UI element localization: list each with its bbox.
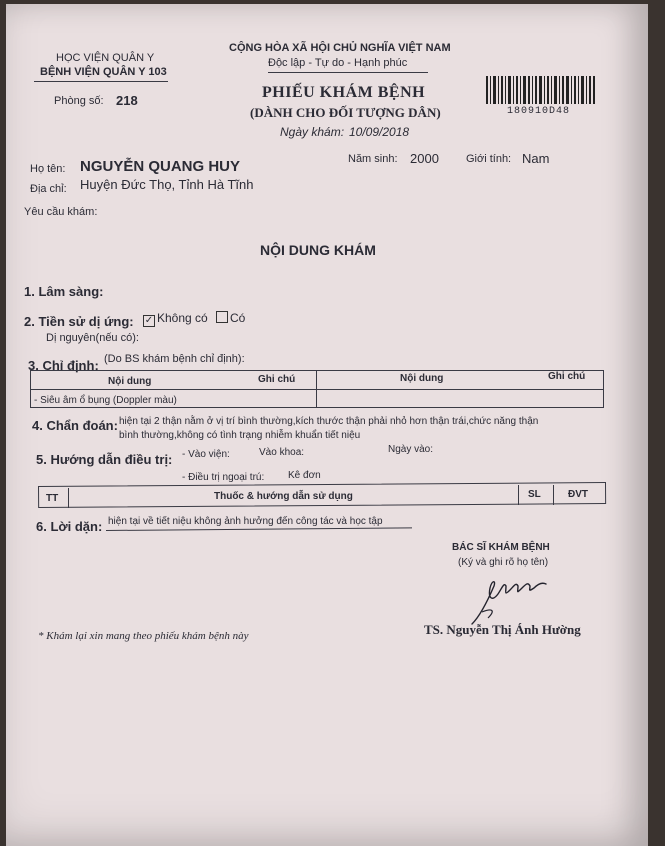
birth-year-label: Năm sinh: bbox=[348, 153, 398, 165]
outpatient-label: - Điều trị ngoại trú: bbox=[182, 472, 265, 483]
dept-label: Vào khoa: bbox=[259, 447, 305, 458]
form-subtitle: (DÀNH CHO ĐỐI TƯỢNG DÂN) bbox=[250, 105, 441, 120]
allergen-label: Dị nguyên(nếu có): bbox=[46, 332, 139, 344]
diagnosis-line2: bình thường,không có tình trạng nhiễm khuẩn tiết niệu bbox=[119, 430, 361, 441]
form-title: PHIẾU KHÁM BỆNH bbox=[262, 84, 426, 101]
name-label: Họ tên: bbox=[30, 163, 66, 175]
section-title: NỘI DUNG KHÁM bbox=[260, 242, 376, 258]
allergy-none-checkbox: ✓ bbox=[144, 315, 154, 326]
allergy-none-label: Không có bbox=[157, 311, 208, 325]
admit-date-label: Ngày vào: bbox=[388, 444, 434, 455]
outpatient-value: Kê đơn bbox=[288, 470, 321, 481]
allergy-none-option bbox=[143, 311, 208, 327]
rx-col-qty: SL bbox=[528, 489, 541, 500]
request-label: Yêu cầu khám: bbox=[24, 206, 98, 218]
allergy-yes-option bbox=[216, 311, 245, 325]
orders-col-content-1: Nội dung bbox=[108, 376, 152, 387]
country-name: CỘNG HÒA XÃ HỘI CHỦ NGHĨA VIỆT NAM bbox=[229, 42, 451, 54]
rx-divider-1 bbox=[68, 488, 69, 508]
birth-year: 2000 bbox=[410, 151, 439, 166]
doctor-note: (Ký và ghi rõ họ tên) bbox=[458, 557, 549, 568]
treatment-heading: 5. Hướng dẫn điều trị: bbox=[36, 452, 173, 467]
orders-note: (Do BS khám bệnh chỉ định): bbox=[104, 353, 245, 365]
org-line1: HỌC VIỆN QUÂN Y bbox=[56, 52, 155, 64]
allergy-yes-label: Có bbox=[230, 311, 246, 325]
allergy-yes-checkbox bbox=[216, 311, 228, 323]
orders-col-note-1: Ghi chú bbox=[258, 374, 296, 385]
allergy-heading: 2. Tiền sử dị ứng: bbox=[24, 314, 134, 329]
motto: Độc lập - Tự do - Hạnh phúc bbox=[268, 57, 408, 69]
exam-date-label: Ngày khám: bbox=[280, 125, 345, 139]
orders-col-note-2: Ghi chú bbox=[548, 371, 586, 382]
rx-divider-3 bbox=[553, 485, 554, 505]
gender-label: Giới tính: bbox=[466, 153, 512, 165]
orders-mid-divider bbox=[316, 370, 317, 407]
motto-underline bbox=[268, 72, 428, 73]
room-number: 218 bbox=[116, 93, 138, 108]
orders-col-content-2: Nội dung bbox=[400, 373, 444, 384]
diagnosis-heading: 4. Chẩn đoán: bbox=[32, 418, 118, 433]
barcode-image bbox=[486, 76, 596, 104]
rx-col-tt: TT bbox=[46, 493, 59, 504]
address: Huyện Đức Thọ, Tỉnh Hà Tĩnh bbox=[80, 177, 254, 192]
orders-heading: 3. Chỉ định: bbox=[28, 358, 99, 373]
barcode-number: 180910D48 bbox=[507, 106, 571, 117]
advice-heading: 6. Lời dặn: bbox=[36, 519, 103, 534]
advice-text: hiện tại về tiết niệu không ảnh hưởng đến công tác và học tập bbox=[108, 516, 383, 527]
doctor-title: BÁC SĨ KHÁM BỆNH bbox=[452, 542, 550, 553]
patient-name: NGUYỄN QUANG HUY bbox=[80, 158, 241, 175]
rx-col-unit: ĐVT bbox=[568, 489, 588, 500]
admit-label: - Vào viện: bbox=[182, 449, 230, 460]
rx-divider-2 bbox=[518, 485, 519, 505]
room-label: Phòng số: bbox=[54, 95, 104, 107]
org-underline bbox=[34, 81, 168, 82]
exam-date: 10/09/2018 bbox=[349, 125, 410, 139]
clinical-heading: 1. Lâm sàng: bbox=[24, 284, 104, 299]
doctor-name: TS. Nguyễn Thị Ánh Hường bbox=[424, 622, 581, 637]
org-line2: BỆNH VIỆN QUÂN Y 103 bbox=[40, 66, 167, 78]
address-label: Địa chỉ: bbox=[30, 183, 67, 195]
revisit-note: * Khám lại xin mang theo phiếu khám bệnh này bbox=[38, 630, 249, 642]
diagnosis-line1: hiện tại 2 thận nằm ở vị trí bình thường,kích thước thận phải nhỏ hơn thận trái,chức năng thận bbox=[119, 416, 539, 427]
orders-row-1: - Siêu âm ổ bụng (Doppler màu) bbox=[34, 395, 177, 406]
gender: Nam bbox=[522, 151, 550, 166]
rx-col-drug: Thuốc & hướng dẫn sử dụng bbox=[214, 491, 353, 502]
